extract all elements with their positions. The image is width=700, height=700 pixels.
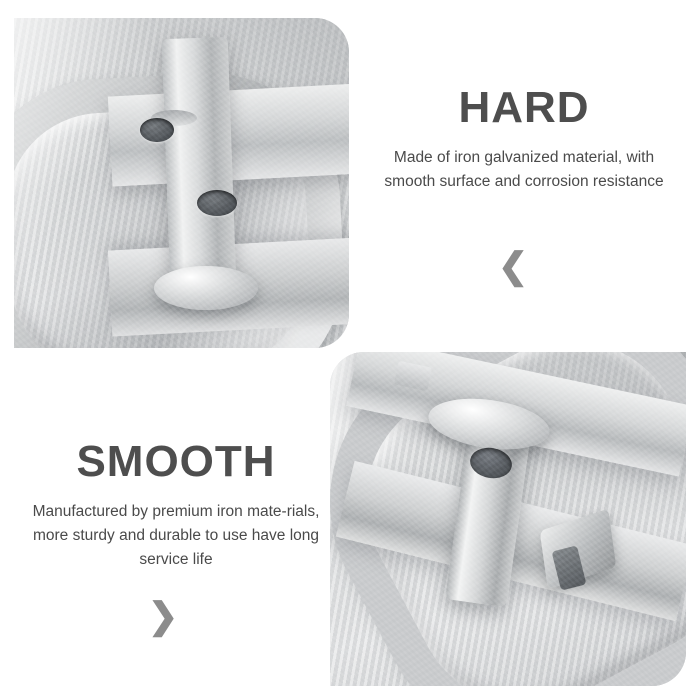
smooth-feature-block bbox=[22, 437, 330, 572]
bottom-right-photo bbox=[330, 352, 686, 686]
photo-grain bbox=[14, 18, 349, 348]
hard-feature-block bbox=[368, 83, 680, 194]
smooth-description: Manufactured by premium iron mate-rials, more sturdy and durable to use have long service life bbox=[32, 503, 320, 569]
hard-description: Made of iron galvanized material, with smooth surface and corrosion resistance bbox=[384, 149, 664, 191]
product-feature-image: HARD Made of iron galvanized material, with smooth surface and corrosion resistance SMOOTH Manufactured by premium iron mate-rials, more sturdy and durable to use have long service life ❮ ❯ bbox=[0, 0, 700, 700]
top-left-photo bbox=[14, 18, 349, 348]
hard-headline: HARD bbox=[458, 83, 590, 132]
photo-grain bbox=[330, 352, 686, 686]
smooth-headline: SMOOTH bbox=[76, 437, 276, 486]
